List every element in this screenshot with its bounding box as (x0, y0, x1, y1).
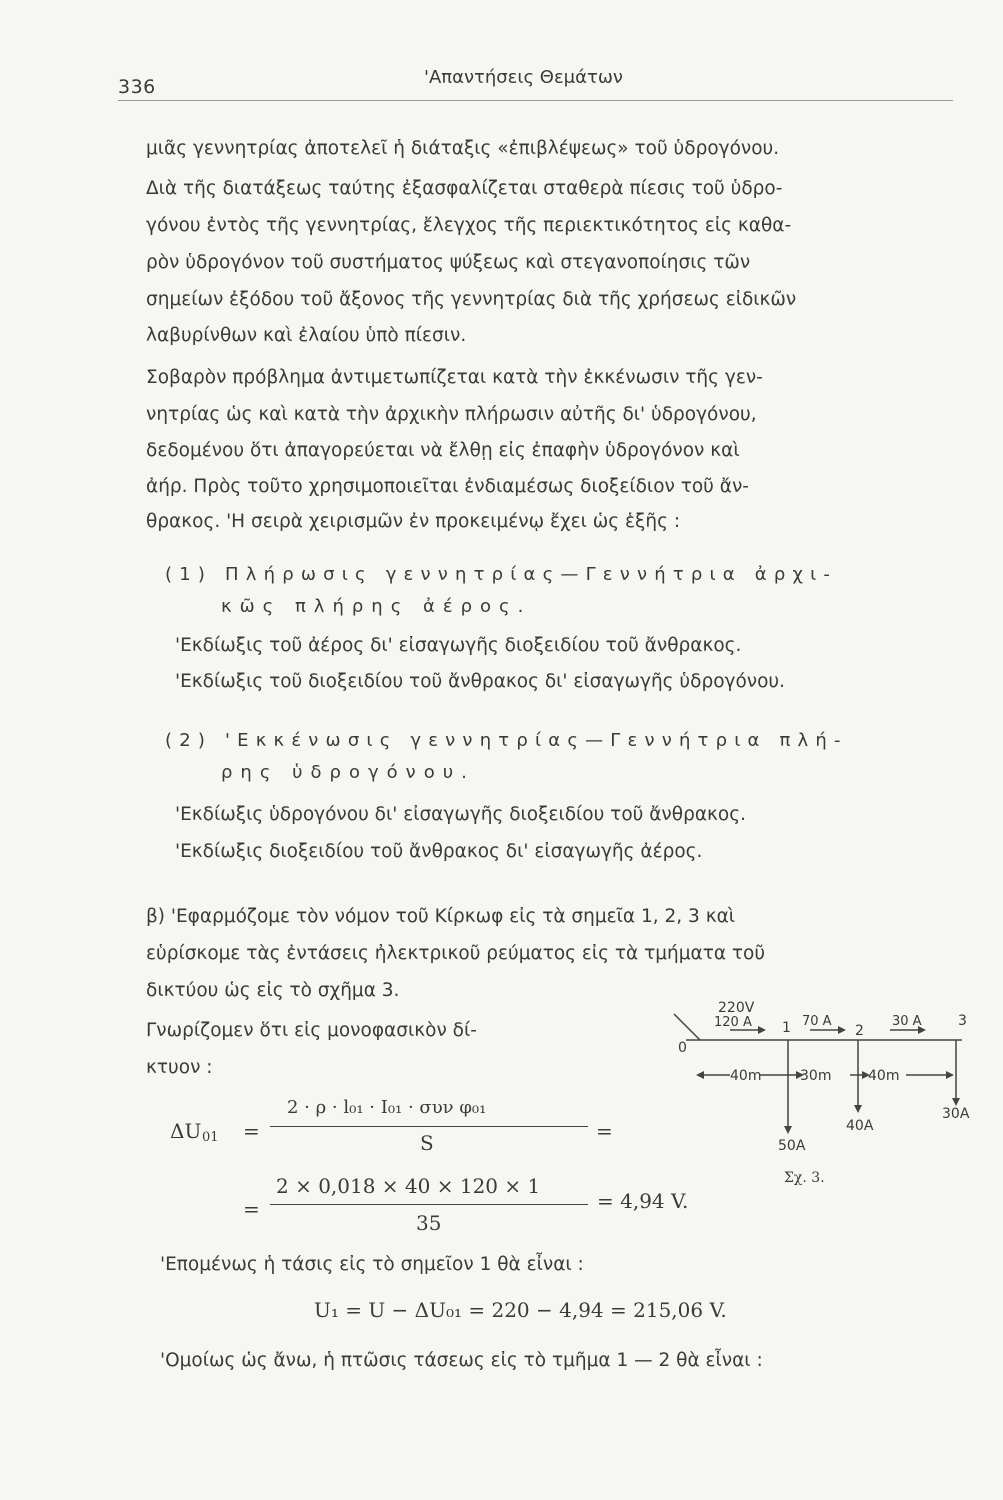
parad-line: 'Ομοίως ὡς ἄνω, ἡ πτῶσις τάσεως εἰς τὸ τμῆμα 1 — 2 θὰ εἶναι : (160, 1350, 763, 1371)
formula-denominator: 35 (416, 1211, 442, 1235)
page-number: 336 (118, 76, 156, 98)
step1-sub: 'Εκδίωξις τοῦ διοξειδίου τοῦ ἄνθρακος δι' εἰσαγωγῆς ὑδρογόνου. (175, 671, 786, 692)
parab-line: δικτύου ὡς εἰς τὸ σχῆμα 3. (146, 980, 400, 1001)
formula-denominator: S (420, 1131, 434, 1155)
current-12-label: 70 A (802, 1014, 832, 1029)
parab-line: κτυον : (146, 1057, 213, 1078)
para1-line: μιᾶς γεννητρίας ἀποτελεῖ ἡ διάταξις «ἐπιβλέψεως» τοῦ ὑδρογόνου. (146, 138, 780, 159)
para1-line: λαβυρίνθων καὶ ἐλαίου ὑπὸ πίεσιν. (146, 325, 467, 346)
parab-line: β) 'Εφαρμόζομε τὸν νόμον τοῦ Κίρκωφ εἰς τὰ σημεῖα 1, 2, 3 καὶ (146, 906, 736, 927)
para1-line: γόνου ἐντὸς τῆς γεννητρίας, ἔλεγχος τῆς περιεκτικότητος εἰς καθα- (146, 215, 792, 236)
para2-line: δεδομένου ὅτι ἀπαγορεύεται νὰ ἔλθῃ εἰς ἐπαφὴν ὑδρογόνον καὶ (146, 440, 740, 461)
para2-line: ἀήρ. Πρὸς τοῦτο χρησιμοποιεῖται ἐνδιαμέσως διοξείδιον τοῦ ἄν- (146, 476, 749, 497)
distance-23-label: 40m (868, 1068, 900, 1084)
formula-lhs-sub: 01 (202, 1130, 219, 1145)
formula-eq: = (243, 1119, 260, 1143)
distance-12-label: 30m (800, 1068, 832, 1084)
formula-result: = 4,94 V. (597, 1189, 689, 1213)
formula-3: U₁ = U − ΔU₀₁ = 220 − 4,94 = 215,06 V. (314, 1298, 727, 1322)
para1-line: Διὰ τῆς διατάξεως ταύτης ἐξασφαλίζεται σταθερὰ πίεσις τοῦ ὑδρο- (146, 178, 783, 199)
parab-line: Γνωρίζομεν ὅτι εἰς μονοφασικὸν δί- (146, 1020, 477, 1041)
formula-numerator: 2 × 0,018 × 40 × 120 × 1 (276, 1174, 541, 1198)
formula-lhs: ΔU (170, 1119, 202, 1143)
load-1-label: 50A (778, 1138, 806, 1154)
formula-numerator: 2 · ρ · l₀₁ · I₀₁ · συν φ₀₁ (287, 1097, 487, 1118)
para1-line: σημείων ἐξόδου τοῦ ἄξονος τῆς γεννητρίας διὰ τῆς χρήσεως εἰδικῶν (146, 289, 797, 310)
formula-eq: = (243, 1197, 260, 1221)
current-01-label: 120 A (714, 1015, 752, 1030)
step1-sub: 'Εκδίωξις τοῦ ἀέρος δι' εἰσαγωγῆς διοξειδίου τοῦ ἄνθρακος. (175, 635, 742, 656)
parac-line: 'Επομένως ἡ τάσις εἰς τὸ σημεῖον 1 θὰ εἶναι : (160, 1254, 584, 1275)
distance-01-label: 40m (730, 1068, 762, 1084)
current-23-label: 30 A (892, 1014, 922, 1029)
formula-trail-eq: = (596, 1119, 613, 1143)
running-head: 'Απαντήσεις Θεμάτων (424, 67, 623, 88)
para2-line: θρακος. 'Η σειρὰ χειρισμῶν ἐν προκειμένῳ ἔχει ὡς ἑξῆς : (146, 511, 681, 532)
header-rule (118, 100, 953, 101)
load-3-label: 30A (942, 1106, 970, 1122)
figure-caption: Σχ. 3. (784, 1170, 825, 1186)
circuit-figure (660, 1000, 990, 1190)
step2-heading-cont: ρης ὑδρογόνου. (221, 762, 475, 783)
step1-heading: (1) Πλήρωσις γεννητρίας—Γεννήτρια ἀρχι- (165, 564, 838, 585)
node-1-label: 1 (782, 1020, 791, 1036)
step2-heading: (2) 'Εκκένωσις γεννητρίας—Γεννήτρια πλή- (165, 730, 848, 751)
node-2-label: 2 (855, 1023, 864, 1039)
para1-line: ρὸν ὑδρογόνον τοῦ συστήματος ψύξεως καὶ στεγανοποίησις τῶν (146, 252, 751, 273)
step2-sub: 'Εκδίωξις διοξειδίου τοῦ ἄνθρακος δι' εἰσαγωγῆς ἀέρος. (175, 841, 703, 862)
fraction-bar (270, 1126, 588, 1127)
para2-line: Σοβαρὸν πρόβλημα ἀντιμετωπίζεται κατὰ τὴν ἐκκένωσιν τῆς γεν- (146, 367, 763, 388)
node-3-label: 3 (958, 1013, 967, 1029)
voltage-label: 220V (718, 1000, 755, 1016)
step2-sub: 'Εκδίωξις ὑδρογόνου δι' εἰσαγωγῆς διοξειδίου τοῦ ἄνθρακος. (175, 804, 746, 825)
parab-line: εὑρίσκομε τὰς ἐντάσεις ἠλεκτρικοῦ ρεύματος εἰς τὰ τμήματα τοῦ (146, 943, 766, 964)
step1-heading-cont: κῶς πλήρης ἀέρος. (221, 596, 532, 617)
load-2-label: 40A (846, 1118, 874, 1134)
para2-line: νητρίας ὡς καὶ κατὰ τὴν ἀρχικὴν πλήρωσιν αὐτῆς δι' ὑδρογόνου, (146, 404, 757, 425)
node-0-label: 0 (678, 1040, 687, 1056)
fraction-bar (270, 1204, 588, 1205)
